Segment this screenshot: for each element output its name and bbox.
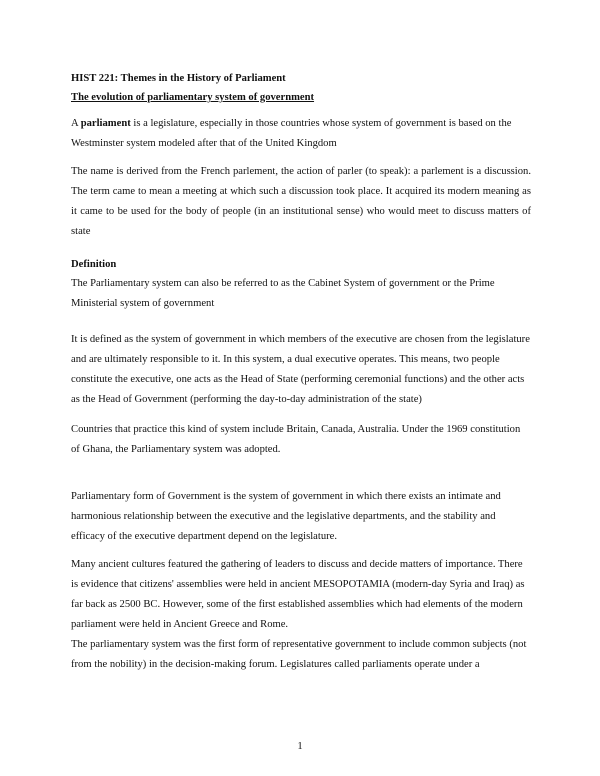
intro-rest: is a legislature, especially in those countries whose system of government is based on the Westminster system modeled after that of the United Kingdom <box>71 118 512 149</box>
document-subtitle: The evolution of parliamentary system of government <box>71 92 315 103</box>
paragraph-parliamentary-form: Parliamentary form of Government is the system of government in which there exists an intimate and harmonious relationship between the executive and the legislative departments, and the stability and efficacy of the executive department depend on the legislature. <box>71 491 501 542</box>
page-number: 1 <box>297 741 303 752</box>
paragraph-countries: Countries that practice this kind of system include Britain, Canada, Australia. Under the 1969 constitution of Ghana, the Parliamentary system was adopted. <box>71 424 521 455</box>
paragraph-cabinet-system: The Parliamentary system can also be referred to as the Cabinet System of government or the Prime Ministerial system of government <box>71 278 495 309</box>
intro-prefix: A <box>71 118 81 129</box>
paragraph-representative-government: The parliamentary system was the first form of representative government to include common subjects (not from the nobility) in the decision-making forum. Legislatures called parliaments operate under a <box>71 639 527 670</box>
intro-paragraph <box>71 114 531 154</box>
definition-heading: Definition <box>71 259 117 270</box>
paragraph-definition: It is defined as the system of government in which members of the executive are chosen from the legislature and are ultimately responsible to it. In this system, a dual executive operates. This means, two people constitute the executive, one acts as the Head of State (performing ceremonial functions) and the other acts as the Head of Government (performing the day-to-day administration of the state) <box>71 334 530 405</box>
course-title: HIST 221: Themes in the History of Parliament <box>71 73 286 84</box>
paragraph-ancient-cultures: Many ancient cultures featured the gathering of leaders to discuss and decide matters of importance. There is evidence that citizens' assemblies were held in ancient MESOPOTAMIA (modern-day Syria and Iraq) as far back as 2500 BC. However, some of the first established assemblies which had elements of the modern parliament were held in Ancient Greece and Rome. <box>71 559 525 630</box>
intro-term: parliament <box>80 118 131 129</box>
paragraph-etymology: The name is derived from the French parlement, the action of parler (to speak): a parlement is a discussion. The term came to mean a meeting at which such a discussion took place. It acquired its modern meaning as it came to be used for the body of people (in an institutional sense) who would meet to discuss matters of state <box>71 166 531 237</box>
